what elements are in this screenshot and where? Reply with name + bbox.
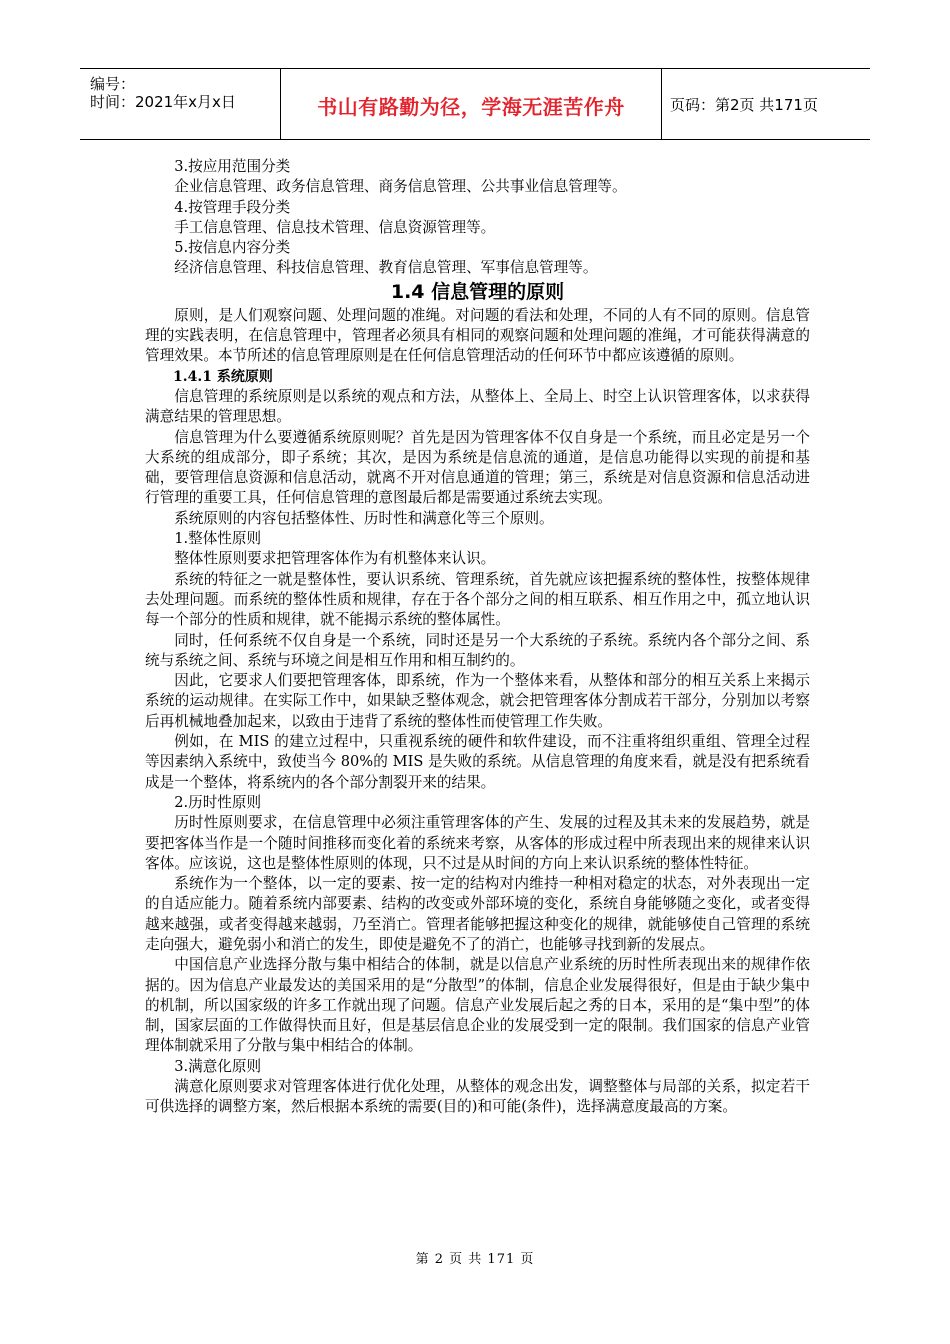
paragraph: 整体性原则要求把管理客体作为有机整体来认识。 (174, 550, 496, 568)
motto-text: 书山有路勤为径，学海无涯苦作舟 (317, 95, 625, 119)
paragraph: 2.历时性原则 (174, 793, 262, 811)
paragraph: 系统原则的内容包括整体性、历时性和满意化等三个原则。 (174, 509, 554, 527)
paragraph: 1.整体性原则 (174, 530, 262, 548)
header-motto-cell (281, 69, 662, 139)
document-body (145, 157, 810, 1118)
date-label: 时间：2021年x月x日 (90, 93, 236, 111)
paragraph: 因此，它要求人们要把管理客体，即系统，作为一个整体来看，从整体和部分的相互关系上来揭示系统的运动规律。在实际工作中，如果缺乏整体观念，就会把管理客体分割成若干部分，分别加以考察后再机械地叠加起来，以致由于违背了系统的整体性而使管理工作失败。 (145, 672, 810, 730)
number-label: 编号： (90, 75, 136, 93)
page-label: 页码：第2页 共171页 (670, 96, 818, 114)
paragraph: 满意化原则要求对管理客体进行优化处理，从整体的观念出发，调整整体与局部的关系，拟定若干可供选择的调整方案，然后根据本系统的需要(目的)和可能(条件)，选择满意度最高的方案。 (145, 1078, 810, 1116)
page-footer: 第 2 页 共 171 页 (415, 1252, 535, 1267)
paragraph: 3.按应用范围分类 (174, 158, 291, 175)
paragraph: 经济信息管理、科技信息管理、教育信息管理、军事信息管理等。 (174, 259, 598, 277)
paragraph: 手工信息管理、信息技术管理、信息资源管理等。 (174, 218, 496, 236)
header-info-cell (80, 69, 281, 139)
subsection-title: 1.4.1 系统原则 (173, 368, 273, 385)
paragraph: 信息管理为什么要遵循系统原则呢？首先是因为管理客体不仅自身是一个系统，而且必定是另一个大系统的组成部分，即子系统；其次，是因为系统是信息流的通道，是信息功能得以实现的前提和基础，要管理信息资源和信息活动，就离不开对信息通道的管理；第三，系统是对信息资源和信息活动进行管理的重要工具，任何信息管理的意图最后都是需要通过系统去实现。 (145, 428, 810, 507)
header-table (80, 68, 870, 140)
paragraph: 中国信息产业选择分散与集中相结合的体制，就是以信息产业系统的历时性所表现出来的规律作依据的。因为信息产业最发达的美国采用的是“分散型”的体制，信息企业发展得很好，但是由于缺少集中的机制，所以国家级的许多工作就出现了问题。信息产业发展后起之秀的日本，采用的是“集中型”的体制，国家层面的工作做得快而且好，但是基层信息企业的发展受到一定的限制。我们国家的信息产业管理体制就采用了分散与集中相结合的体制。 (145, 956, 810, 1055)
paragraph: 系统的特征之一就是整体性，要认识系统、管理系统，首先就应该把握系统的整体性，按整体规律去处理问题。而系统的整体性质和规律，存在于各个部分之间的相互联系、相互作用之中，孤立地认识每一个部分的性质和规律，就不能揭示系统的整体属性。 (145, 570, 810, 629)
paragraph: 信息管理的系统原则是以系统的观点和方法，从整体上、全局上、时空上认识管理客体，以求获得满意结果的管理思想。 (145, 387, 810, 426)
paragraph: 例如，在 MIS 的建立过程中，只重视系统的硬件和软件建设，而不注重将组织重组、管理全过程等因素纳入系统中，致使当今 80%的 MIS 是失败的系统。从信息管理的角度来看，就是没有把系统看成是一个整体，将系统内的各个部分割裂开来的结果。 (145, 733, 810, 791)
paragraph: 企业信息管理、政务信息管理、商务信息管理、公共事业信息管理等。 (174, 178, 627, 196)
paragraph: 3.满意化原则 (174, 1057, 262, 1075)
header-page-cell (662, 69, 870, 139)
paragraph: 4.按管理手段分类 (174, 198, 291, 216)
paragraph: 5.按信息内容分类 (174, 239, 291, 257)
paragraph: 历时性原则要求，在信息管理中必须注重管理客体的产生、发展的过程及其未来的发展趋势，就是要把客体当作是一个随时间推移而变化着的系统来考察，从客体的形成过程中所表现出来的规律来认识客体。应该说，这也是整体性原则的体现，只不过是从时间的方向上来认识系统的整体性特征。 (145, 814, 810, 872)
paragraph: 系统作为一个整体，以一定的要素、按一定的结构对内维持一种相对稳定的状态，对外表现出一定的自适应能力。随着系统内部要素、结构的改变或外部环境的变化，系统自身能够随之变化，或者变得越来越强，或者变得越来越弱，乃至消亡。管理者能够把握这种变化的规律，就能够使自己管理的系统走向强大，避免弱小和消亡的发生，即使是避免不了的消亡，也能够寻找到新的发展点。 (145, 875, 810, 953)
paragraph: 同时，任何系统不仅自身是一个系统，同时还是另一个大系统的子系统。系统内各个部分之间、系统与系统之间、系统与环境之间是相互作用和相互制约的。 (145, 631, 810, 669)
section-title: 1.4 信息管理的原则 (390, 280, 565, 303)
paragraph: 原则，是人们观察问题、处理问题的准绳。对问题的看法和处理，不同的人有不同的原则。信息管理的实践表明，在信息管理中，管理者必须具有相同的观察问题和处理问题的准绳，才可能获得满意的管理效果。本节所述的信息管理原则是在任何信息管理活动的任何环节中都应该遵循的原则。 (145, 306, 810, 365)
